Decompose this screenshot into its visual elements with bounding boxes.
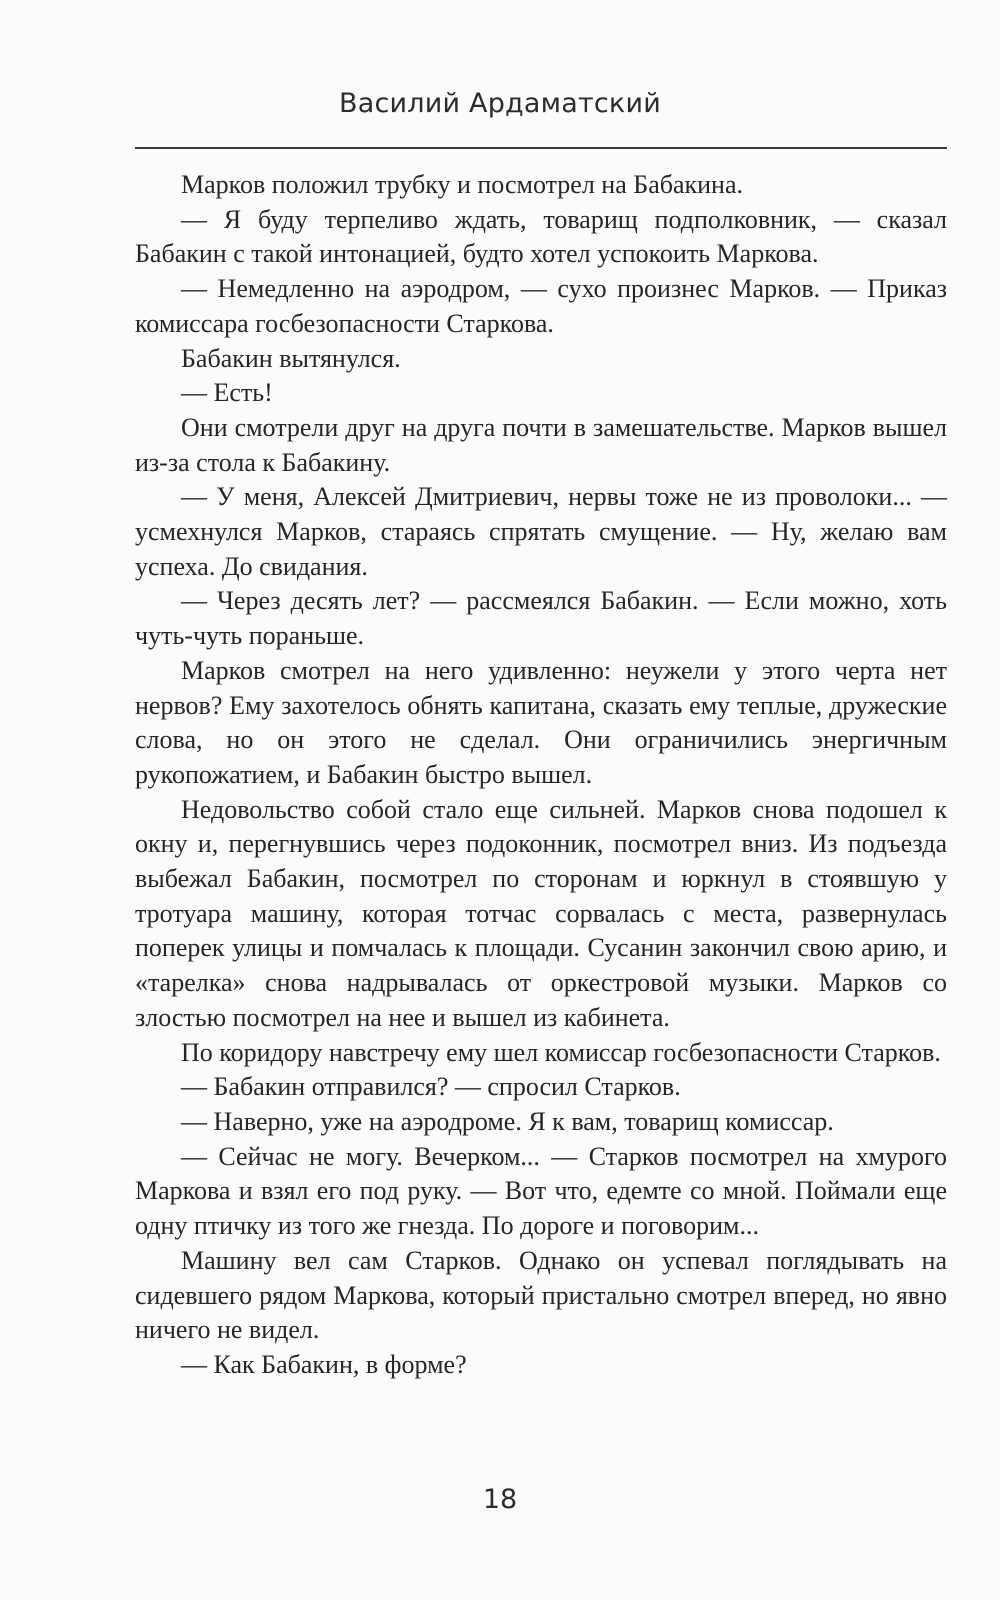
paragraph: По коридору навстречу ему шел комиссар госбезопасности Старков.: [181, 1037, 941, 1067]
paragraph: — Есть!: [181, 378, 273, 408]
paragraph: Бабакин вытянулся.: [181, 343, 401, 373]
body-text: [135, 168, 947, 1383]
paragraph: — Я буду терпеливо ждать, товарищ подполковник, — сказал Бабакин с такой интонацией, будто хотел успокоить Маркова.: [135, 204, 947, 269]
page-number: 18: [482, 1484, 518, 1515]
paragraph: Машину вел сам Старков. Однако он успевал поглядывать на сидевшего рядом Маркова, который пристально смотрел вперед, но явно ничего не видел.: [135, 1245, 947, 1345]
header-rule: [135, 147, 947, 149]
running-head-author: Василий Ардаматский: [339, 88, 661, 119]
paragraph: — Бабакин отправился? — спросил Старков.: [181, 1072, 681, 1102]
paragraph: — У меня, Алексей Дмитриевич, нервы тоже не из проволоки... — усмехнулся Марков, стараясь спрятать смущение. — Ну, желаю вам успеха. До свидания.: [135, 482, 947, 581]
paragraph: Недовольство собой стало еще сильней. Марков снова подошел к окну и, перегнувшись через подоконник, посмотрел вниз. Из подъезда выбежал Бабакин, посмотрел по сторонам и юркнул в стоявшую у тротуара машину, которая тотчас сорвалась с места, развернулась поперек улицы и помчалась к площади. Сусанин закончил свою арию, и «тарелка» снова надрывалась от оркестровой музыки. Марков со злостью посмотрел на нее и вышел из кабинета.: [135, 794, 947, 1032]
paragraph: — Сейчас не могу. Вечерком... — Старков посмотрел на хмурого Маркова и взял его под руку. — Вот что, едемте со мной. Поймали еще одну птичку из того же гнезда. По дороге и поговорим...: [135, 1141, 947, 1241]
paragraph: Марков положил трубку и посмотрел на Бабакина.: [181, 170, 743, 199]
paragraph: Они смотрели друг на друга почти в замешательстве. Марков вышел из-за стола к Бабакину.: [135, 412, 947, 477]
paragraph: — Как Бабакин, в форме?: [181, 1349, 467, 1379]
paragraph: — Через десять лет? — рассмеялся Бабакин. — Если можно, хоть чуть-чуть пораньше.: [135, 586, 947, 651]
paragraph: — Немедленно на аэродром, — сухо произнес Марков. — Приказ комиссара госбезопасности Старкова.: [135, 274, 947, 338]
paragraph: Марков смотрел на него удивленно: неужели у этого черта нет нервов? Ему захотелось обнять капитана, сказать ему теплые, дружеские слова, но он этого не сделал. Они ограничились энергичным рукопожатием, и Бабакин быстро вышел.: [135, 655, 947, 789]
paragraph: — Наверно, уже на аэродроме. Я к вам, товарищ комиссар.: [181, 1106, 834, 1136]
